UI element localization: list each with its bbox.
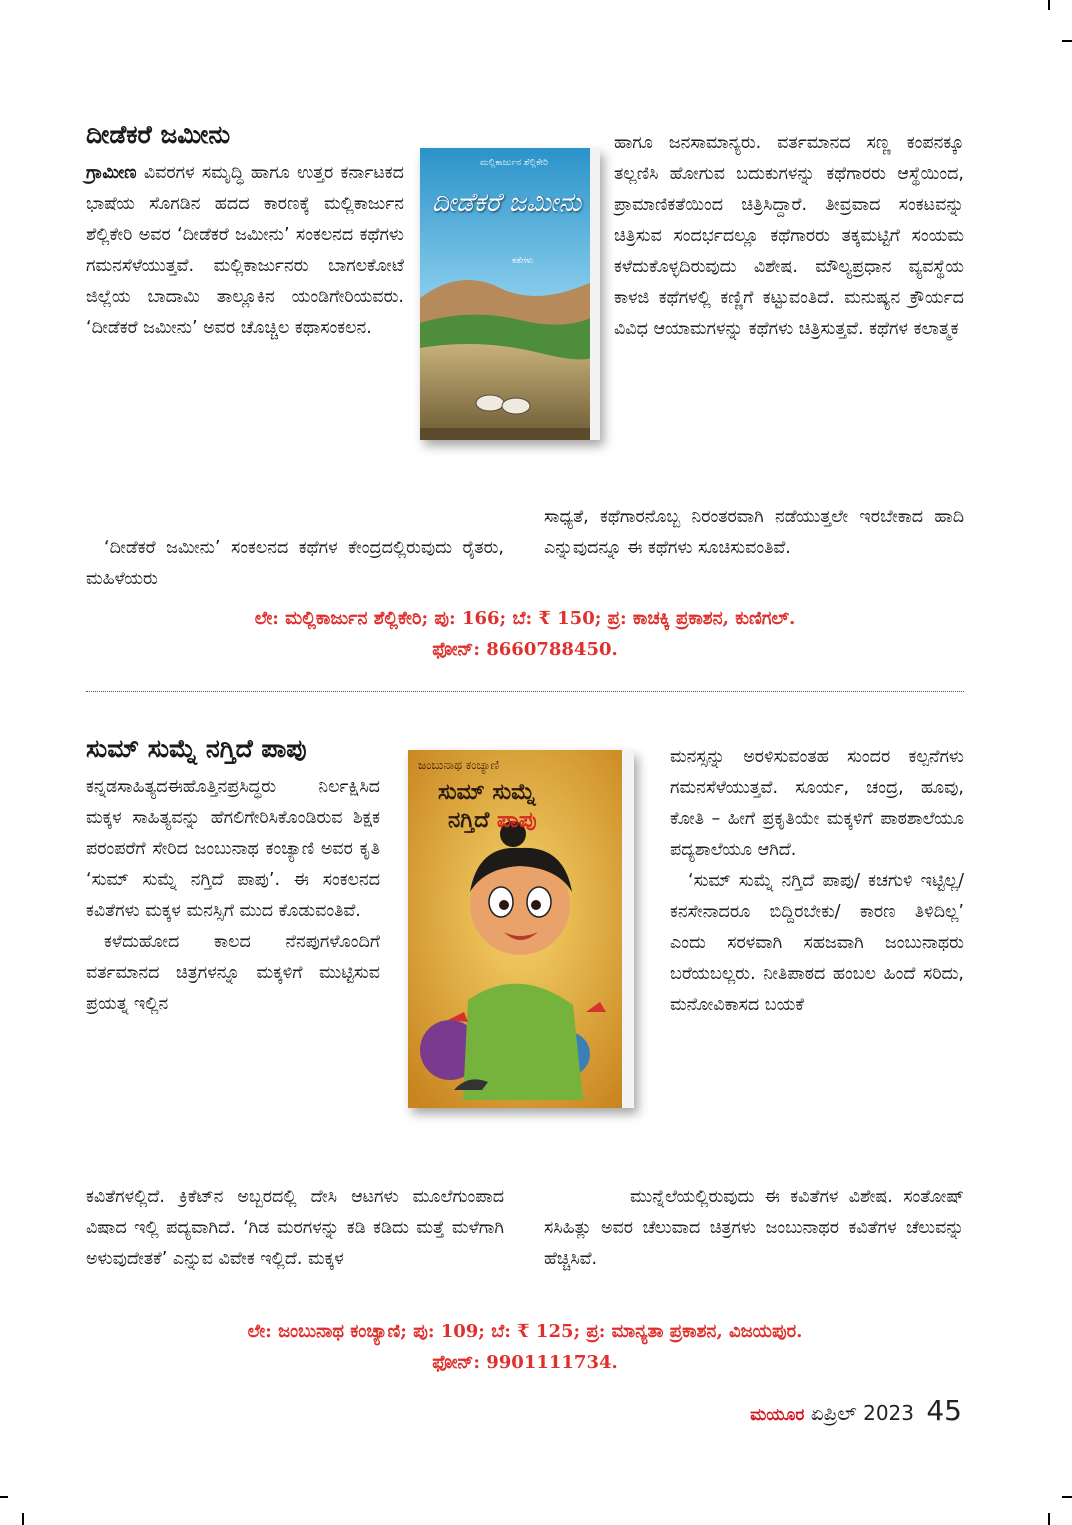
- review-right-bottom-text: ಮುನ್ನೆಲೆಯಲ್ಲಿರುವುದು ಈ ಕವಿತೆಗಳ ವಿಶೇಷ. ಸಂತೋಷ್ ಸಸಿಹಿತ್ಲು ಅವರ ಚೆಲುವಾದ ಚಿತ್ರಗಳು ಜಂಬುನಾಥರ ಕವಿತೆಗಳ ಚೆಲುವನ್ನು ಹೆಚ್ಚಿಸಿವೆ.: [544, 1187, 964, 1269]
- book-details: [86, 603, 964, 665]
- crop-mark-bottom-left: [22, 1513, 24, 1525]
- crop-mark-right-bottom: [1062, 1496, 1072, 1498]
- issue-date: ಏಪ್ರಿಲ್ 2023: [810, 1401, 914, 1425]
- review-right-column: [670, 742, 964, 1182]
- book-details-phone: ಫೋನ್: 9901111734.: [432, 1352, 618, 1373]
- review-left-text: ಕನ್ನಡಸಾಹಿತ್ಯದಈಹೊತ್ತಿನಪ್ರಸಿದ್ಧರು ನಿರ್ಲಕ್ಷಿಸಿದ ಮಕ್ಕಳ ಸಾಹಿತ್ಯವನ್ನು ಹೆಗಲಿಗೇರಿಸಿಕೊಂಡಿರುವ ಶಿಕ್ಷಕ ಪರಂಪರೆಗೆ ಸೇರಿದ ಜಂಬುನಾಥ ಕಂಚ್ಯಾಣಿ ಅವರ ಕೃತಿ ‘ಸುಮ್ ಸುಮ್ನೆ ನಗ್ತಿದೆ ಪಾಪು’. ಈ ಸಂಕಲನದ ಕವಿತೆಗಳು ಮಕ್ಕಳ ಮನಸ್ಸಿಗೆ ಮುದ ಕೊಡುವಂತಿವೆ.: [86, 777, 380, 921]
- magazine-name: ಮಯೂರ: [750, 1405, 805, 1425]
- section-divider: [86, 691, 964, 692]
- book-cover-deedekare-jameenu: [420, 148, 600, 440]
- crop-mark-top: [1048, 0, 1050, 10]
- review-left-column: [86, 772, 380, 1182]
- cover-subtitle: ಕತೆಗಳು: [512, 256, 534, 266]
- page-footer: [750, 1394, 962, 1427]
- crop-mark-bottom-right: [1048, 1513, 1050, 1525]
- book-details-line1: ಲೇ: ಜಂಬುನಾಥ ಕಂಚ್ಯಾಣಿ; ಪು: 109; ಬೆ: ₹ 125; ಪ್ರ: ಮಾನ್ಯತಾ ಪ್ರಕಾಶನ, ವಿಜಯಪುರ.: [247, 1321, 803, 1342]
- review-left-text: [86, 158, 404, 344]
- review-left-bottom-text: ಕವಿತೆಗಳಲ್ಲಿದೆ. ಕ್ರಿಕೆಟ್‌ನ ಅಬ್ಬರದಲ್ಲಿ ದೇಸಿ ಆಟಗಳು ಮೂಲೆಗುಂಪಾದ ವಿಷಾದ ಇಲ್ಲಿ ಪದ್ಯವಾಗಿದೆ. ‘ಗಿಡ ಮರಗಳನ್ನು ಕಡಿ ಕಡಿದು ಮತ್ತೆ ಮಳೆಗಾಗಿ ಅಳುವುದೇತಕೆ’ ಎನ್ನುವ ವಿವೇಕ ಇಲ್ಲಿದೆ. ಮಕ್ಕಳ: [86, 1187, 504, 1269]
- review-title: ದೀಡೆಕರೆ ಜಮೀನು: [86, 120, 231, 149]
- cover-title-line1: ಸುಮ್ ಸುಮ್ನೆ: [438, 780, 536, 805]
- lead-word: ಗ್ರಾಮೀಣ: [86, 163, 137, 183]
- review-title: ಸುಮ್ ಸುಮ್ನೆ ನಗ್ತಿದೆ ಪಾಪು: [86, 734, 307, 763]
- review-right-bottom-text: ಸಾಧ್ಯತೆ, ಕಥೆಗಾರನೊಬ್ಬ ನಿರಂತರವಾಗಿ ನಡೆಯುತ್ತಲೇ ಇರಬೇಕಾದ ಹಾದಿ ಎನ್ನುವುದನ್ನೂ ಈ ಕಥೆಗಳು ಸೂಚಿಸುವಂತಿವೆ.: [544, 507, 964, 558]
- cover-title-word: ನಗ್ತಿದೆ: [448, 808, 490, 833]
- review-left-para2: ಕಳೆದುಹೋದ ಕಾಲದ ನೆನಪುಗಳೊಂದಿಗೆ ವರ್ತಮಾನದ ಚಿತ್ರಗಳನ್ನೂ ಮಕ್ಕಳಿಗೆ ಮುಟ್ಟಿಸುವ ಪ್ರಯತ್ನ ಇಲ್ಲಿನ: [86, 932, 380, 1014]
- book-details: [86, 1316, 964, 1378]
- review-left-bottom: [86, 533, 504, 595]
- book-details-phone: ಫೋನ್: 8660788450.: [432, 639, 618, 660]
- book-details-line1: ಲೇ: ಮಲ್ಲಿಕಾರ್ಜುನ ಶೆಲ್ಲಿಕೇರಿ; ಪು: 166; ಬೆ: ₹ 150; ಪ್ರ: ಕಾಚಕ್ಕಿ ಪ್ರಕಾಶನ, ಕುಣಿಗಲ್.: [254, 608, 796, 629]
- cover-title-line2: [448, 808, 537, 833]
- crop-mark-left-bottom: [0, 1496, 8, 1498]
- crop-mark-right-top: [1062, 40, 1072, 42]
- review-left-body: ವಿವರಗಳ ಸಮೃದ್ಧಿ ಹಾಗೂ ಉತ್ತರ ಕರ್ನಾಟಕದ ಭಾಷೆಯ ಸೊಗಡಿನ ಹದದ ಕಾರಣಕ್ಕೆ ಮಲ್ಲಿಕಾರ್ಜುನ ಶೆಲ್ಲಿಕೇರಿ ಅವರ ‘ದೀಡೆಕರೆ ಜಮೀನು’ ಸಂಕಲನದ ಕಥೆಗಳು ಗಮನಸೆಳೆಯುತ್ತವೆ. ಮಲ್ಲಿಕಾರ್ಜುನರು ಬಾಗಲಕೋಟೆ ಜಿಲ್ಲೆಯ ಬಾದಾಮಿ ತಾಲ್ಲೂಕಿನ ಯಂಡಿಗೇರಿಯವರು. ‘ದೀಡೆಕರೆ ಜಮೀನು’ ಅವರ ಚೊಚ್ಚಿಲ ಕಥಾಸಂಕಲನ.: [86, 163, 404, 338]
- review-right-text: ಹಾಗೂ ಜನಸಾಮಾನ್ಯರು. ವರ್ತಮಾನದ ಸಣ್ಣ ಕಂಪನಕ್ಕೂ ತಲ್ಲಣಿಸಿ ಹೋಗುವ ಬದುಕುಗಳನ್ನು ಕಥೆಗಾರರು ಆಸ್ಥೆಯಿಂದ, ಪ್ರಾಮಾಣಿಕತೆಯಿಂದ ಚಿತ್ರಿಸಿದ್ದಾರೆ. ತೀವ್ರವಾದ ಸಂಕಟವನ್ನು ಚಿತ್ರಿಸುವ ಸಂದರ್ಭದಲ್ಲೂ ಕಥೆಗಾರರು ತಕ್ಕಮಟ್ಟಿಗೆ ಸಂಯಮ ಕಳೆದುಕೊಳ್ಳದಿರುವುದು ವಿಶೇಷ. ಮೌಲ್ಯಪ್ರಧಾನ ವ್ಯವಸ್ಥೆಯ ಕಾಳಜಿ ಕಥೆಗಳಲ್ಲಿ ಕಣ್ಣಿಗೆ ಕಟ್ಟುವಂತಿದೆ. ಮನುಷ್ಯನ ಕ್ರೌರ್ಯದ ವಿವಿಧ ಆಯಾಮಗಳನ್ನು ಕಥೆಗಳು ಚಿತ್ರಿಸುತ್ತವೆ. ಕಥೆಗಳ ಕಲಾತ್ಮಕ: [614, 133, 964, 339]
- review-left-para2: ‘ದೀಡೆಕರೆ ಜಮೀನು’ ಸಂಕಲನದ ಕಥೆಗಳ ಕೇಂದ್ರದಲ್ಲಿರುವುದು ರೈತರು, ಮಹಿಳೆಯರು: [86, 538, 504, 589]
- review-right-text: ಮನಸ್ಸನ್ನು ಅರಳಿಸುವಂತಹ ಸುಂದರ ಕಲ್ಪನೆಗಳು ಗಮನಸೆಳೆಯುತ್ತವೆ. ಸೂರ್ಯ, ಚಂದ್ರ, ಹೂವು, ಕೋತಿ – ಹೀಗೆ ಪ್ರಕೃತಿಯೇ ಮಕ್ಕಳಿಗೆ ಪಾಠಶಾಲೆಯೂ ಪದ್ಯಶಾಲೆಯೂ ಆಗಿದೆ.: [670, 747, 964, 860]
- book-cover-sum-sumne-nagtide-papu: [408, 750, 634, 1108]
- cover-author: ಮಲ್ಲಿಕಾರ್ಜುನ ಶೆಲ್ಲಿಕೇರಿ: [480, 158, 548, 168]
- review-sum-sumne-nagtide-papu: [86, 734, 964, 1373]
- page-number: 45: [926, 1394, 962, 1427]
- cover-author: ಜಂಬುನಾಥ ಕಂಚ್ಯಾಣಿ: [418, 758, 500, 772]
- cover-title: ದೀಡೆಕರೆ ಜಮೀನು: [432, 188, 582, 218]
- cover-title-accent: ಪಾಪು: [496, 808, 537, 833]
- review-right-bottom: [544, 502, 964, 564]
- review-right-column: [614, 128, 964, 503]
- review-left-column: [86, 158, 404, 533]
- review-right-bottom: [544, 1182, 964, 1275]
- review-right-para2: ‘ಸುಮ್ ಸುಮ್ನೆ ನಗ್ತಿದೆ ಪಾಪು/ ಕಚಗುಳಿ ಇಟ್ಟಿಲ್ಲ/ ಕನಸೇನಾದರೂ ಬಿದ್ದಿರಬೇಕು/ ಕಾರಣ ತಿಳಿದಿಲ್ಲ’ ಎಂದು ಸರಳವಾಗಿ ಸಹಜವಾಗಿ ಜಂಬುನಾಥರು ಬರೆಯಬಲ್ಲರು. ನೀತಿಪಾಠದ ಹಂಬಲ ಹಿಂದೆ ಸರಿದು, ಮನೋವಿಕಾಸದ ಬಯಕೆ: [670, 871, 964, 1015]
- review-left-bottom: [86, 1182, 504, 1275]
- review-deedekare-jameenu: [86, 120, 964, 680]
